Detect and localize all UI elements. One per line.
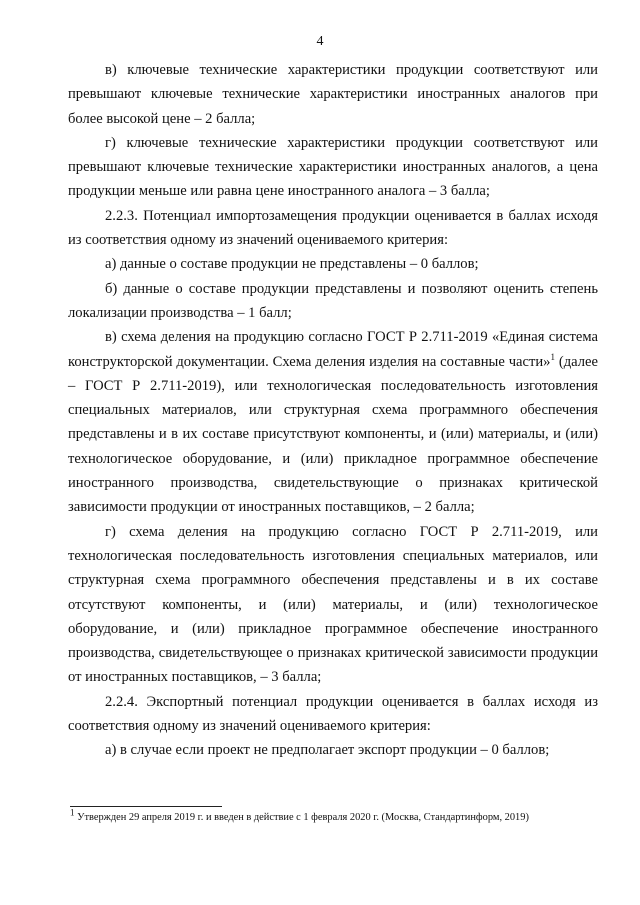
paragraph-a-no-composition: а) данные о составе продукции не представлены – 0 баллов; xyxy=(105,256,479,273)
paragraph-v-division-scheme xyxy=(68,325,598,519)
footnote-separator xyxy=(70,806,222,807)
footnote-mark: 1 xyxy=(70,807,75,818)
paragraph-2-2-4-export-potential: 2.2.4. Экспортный потенциал продукции оценивается в баллах исходя из соответствия одному из значений оцениваемого критерия: xyxy=(68,693,598,735)
paragraph-v-text-after: (далее – ГОСТ Р 2.711-2019), или технологическая последовательность изготовления специальных материалов, или структурная схема программного обеспечения представлены и в их составе присутствуют компоненты, и (или) материалы, и (или) технологическое оборудование, и (или) прикладное программное обеспечение иностранного производства, свидетельствующие о признаках критической зависимости продукции от иностранных поставщиков, – 2 балла; xyxy=(68,353,598,516)
paragraph-b-composition-presented: б) данные о составе продукции представлены и позволяют оценить степень локализации производства – 1 балл; xyxy=(68,280,598,321)
footnote-text: Утвержден 29 апреля 2019 г. и введен в действие с 1 февраля 2020 г. (Москва, Стандартинформ, 2019) xyxy=(74,812,529,823)
paragraph-g-tech-characteristics: г) ключевые технические характеристики продукции соответствуют или превышают ключевые технические характеристики иностранных аналогов, а цена продукции меньше или равна цене иностранного аналога – 3 балла; xyxy=(68,134,598,200)
paragraph-2-2-3-import-substitution: 2.2.3. Потенциал импортозамещения продукции оценивается в баллах исходя из соответствия одному из значений оцениваемого критерия: xyxy=(68,207,598,249)
paragraph-v-text-before: в) схема деления на продукцию согласно ГОСТ Р 2.711-2019 «Единая система конструкторской документации. Схема деления изделия на составные части» xyxy=(68,329,598,370)
footnote-reference: 1 xyxy=(550,351,555,362)
paragraph-g-division-scheme: г) схема деления на продукцию согласно ГОСТ Р 2.711-2019, или технологическая последовательность изготовления специальных материалов, или структурная схема программного обеспечения представлены и в их составе отсутствуют компоненты, и (или) материалы, и (или) технологическое оборудование, и (или) прикладное программное обеспечение иностранного производства, свидетельствующее о признаках критической зависимости продукции от иностранных поставщиков, – 3 балла; xyxy=(68,523,598,686)
footnote xyxy=(70,807,610,824)
paragraph-v-tech-characteristics: в) ключевые технические характеристики продукции соответствуют или превышают ключевые технические характеристики иностранных аналогов при более высокой цене – 2 балла; xyxy=(68,62,598,127)
document-body xyxy=(68,58,598,763)
paragraph-a-no-export: а) в случае если проект не предполагает экспорт продукции – 0 баллов; xyxy=(105,742,550,759)
page-number: 4 xyxy=(316,34,324,49)
